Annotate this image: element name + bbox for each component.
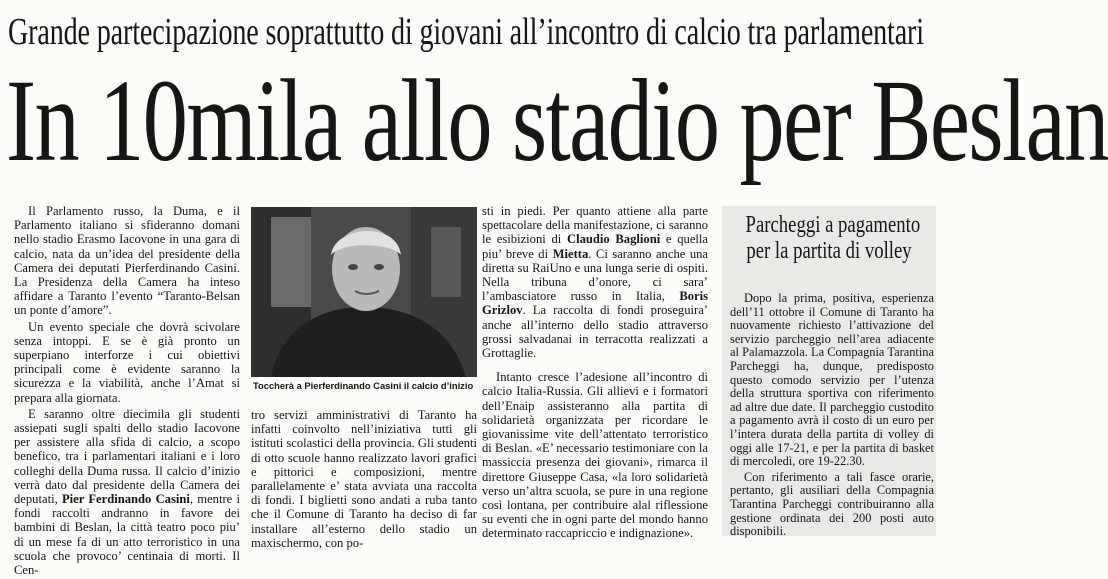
kicker-headline: Grande partecipazione soprattutto di giovani all’incontro di calcio tra parlamentari bbox=[8, 11, 924, 53]
paragraph bbox=[14, 204, 240, 318]
paragraph bbox=[14, 407, 240, 577]
paragraph bbox=[482, 204, 708, 360]
sidebar-article bbox=[730, 292, 934, 541]
paragraph-text: sti in piedi. Per quanto attiene alla parte spettacolare della manifestazione, ci saranno le esibizioni di bbox=[482, 204, 708, 247]
photo-caption: Toccherà a Pierferdinando Casini il calcio d’inizio bbox=[253, 380, 474, 391]
article-column-2 bbox=[251, 408, 477, 552]
paragraph-text: . Ci saranno anche una diretta su RaiUno e una lunga serie di ospiti. Nella tribuna d’onore, ci sara’ l’ambasciatore russo in Italia, bbox=[482, 246, 708, 304]
bold-name: Boris Grizlov bbox=[482, 289, 708, 318]
paragraph: tro servizi amministrativi di Taranto ha infatti coinvolto nell’iniziativa tutti gli istituti scolastici della provincia. Gli studenti di otto scuole hanno realizzato lavori grafici e pittorici e composizioni, mentre parallelamente e’ stata avviata una raccolta di fondi. I biglietti sono andati a ruba tanto che il Comune di Taranto ha deciso di far installare all’esterno dello stadio un maxischermo, con po- bbox=[251, 408, 477, 550]
sidebar-title-line-2: per la partita di volley bbox=[746, 238, 912, 264]
paragraph: Con riferimento a tali fasce orarie, pertanto, gli ausiliari della Compagnia Tarantina Parcheggi contribuiranno alla gestione ordinata dei 200 posti auto disponibili. bbox=[730, 469, 934, 539]
portrait-illustration bbox=[251, 207, 477, 377]
paragraph-text: Il Parlamento russo, la Duma, e il Parlamento italiano si sfideranno domani nello stadio Erasmo Iacovone in una gara di calcio, nata da un’idea del presidente della Camera dei deputati Pierferdinando Casini. bbox=[14, 204, 240, 275]
main-headline: In 10mila allo stadio per Beslan bbox=[6, 55, 1108, 186]
article-column-3 bbox=[482, 204, 708, 543]
paragraph: Un evento speciale che dovrà scivolare senza intoppi. E se è già pronto un superpiano interforze i cui obiettivi principali come è evidente saranno la sicurezza e la viabilità, anche l’Amat si prepara alla giornata. bbox=[14, 319, 240, 405]
paragraph-text: , mentre i fondi raccolti andranno in favore dei bambini di Beslan, la città teatro poco piu’ di un mese fa di un atto terroristico in una scuola che provoco’ centinaia di morti. Il Cen- bbox=[14, 492, 240, 578]
sidebar-title-line-1: Parcheggi a pagamento bbox=[745, 212, 921, 238]
paragraph: Dopo la prima, positiva, esperienza dell’11 ottobre il Comune di Taranto ha nuovamente richiesto l’attivazione del servizio parcheggio nell’area adiacente al Palamazzola. La Compagnia Tarantina Parcheggi ha, dunque, predisposto questo comodo servizio per l’utenza della struttura sportiva con riferimento ad altre due date. Il parcheggio custodito a pagamento avrà il costo di un euro per l’intera durata della partita di volley di oggi alle 17-21, e per la partita di basket di mercoledì, ore 19-22.30. bbox=[730, 291, 934, 469]
bold-name: Pier Ferdinando Casini bbox=[61, 492, 190, 507]
paragraph-text: e quella piu’ breve di bbox=[482, 232, 708, 261]
article-column-1 bbox=[14, 204, 240, 579]
photo-casini bbox=[251, 207, 477, 377]
paragraph-text: E saranno oltre diecimila gli studenti assiepati sugli spalti dello stadio Iacovone per assistere alla sfida di calcio, a scopo benefico, tra i parlamentari italiani e i loro colleghi della Duma russa. Il calcio d’inizio verrà dato dal presidente della Camera dei deputati, bbox=[14, 406, 240, 507]
bold-name: Mietta bbox=[552, 246, 589, 261]
sidebar-title bbox=[745, 212, 921, 264]
bold-name: Claudio Baglioni bbox=[567, 232, 661, 247]
paragraph-text: La Presidenza della Camera ha inteso affidare a Taranto l’evento “Taranto-Belsan un ponte d’amore”. bbox=[14, 275, 240, 318]
paragraph-text: . La raccolta di fondi proseguira’ anche all’interno dello stadio attraverso grossi salvadanai in terracotta realizzati a Grottaglie. bbox=[482, 303, 708, 361]
paragraph: Intanto cresce l’adesione all’incontro di calcio Italia-Russia. Gli allievi e i formatori dell’Enaip assisteranno alla partita di solidarietà organizzata per ricordare le giovanissime vite dell’attentato terroristico di Beslan. «E’ necessario testimoniare con la massiccia presenza dei giovani», rimarca il direttore Giuseppe Casa, «la loro solidarietà verso un’altra scuola, se pure in una regione così lontana, per contribuire alal riflessione su eventi che in ogni parte del mondo hanno determinato raccapriccio e indignazione». bbox=[482, 370, 708, 541]
